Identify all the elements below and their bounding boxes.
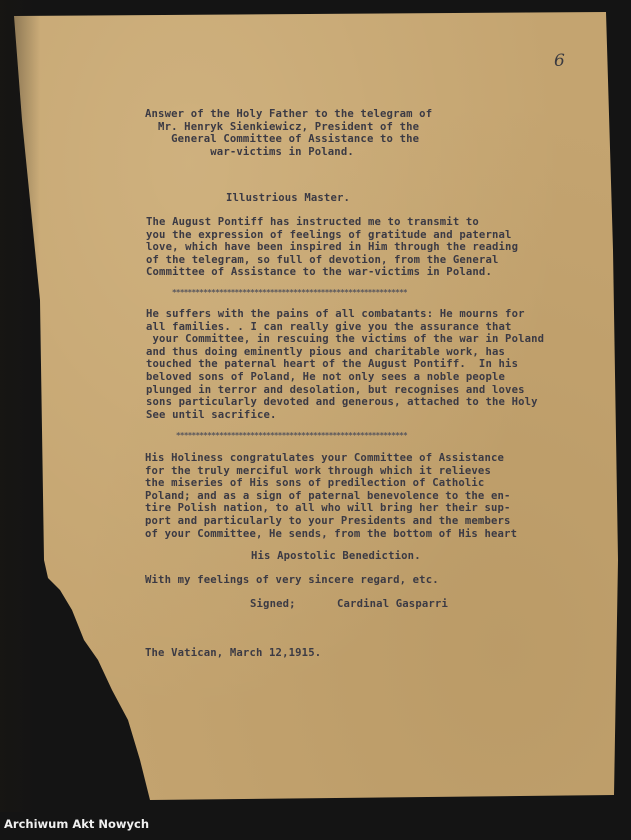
- handwritten-page-number: 6: [554, 51, 565, 71]
- closing-line: With my feelings of very sincere regard, etc.: [145, 574, 439, 586]
- paragraph-congratulations: His Holiness congratulates your Committee of Assistance for the truly merciful work through which it relieves the miseries of His sons of predilection of Catholic Poland; and as a sign of paternal benevolence to the en- tire Polish nation, to all who will bring her their sup- port and particularly to your Presidents and the members of your Committee, He sends, from the bottom of His heart: [145, 452, 518, 540]
- benediction-line: His Apostolic Benediction.: [251, 550, 421, 562]
- archive-watermark: Archiwum Akt Nowych: [4, 817, 150, 831]
- signer-name: Cardinal Gasparri: [337, 598, 448, 610]
- signed-label: Signed;: [250, 598, 296, 610]
- paragraph-combatants: He suffers with the pains of all combatants: He mourns for all families. . I can really give you the assurance that your Committee, in rescuing the victims of the war in Poland and thus doing eminently pious and charitable work, has touched the paternal heart of the August Pontiff. In his beloved sons of Poland, He not only sees a noble people plunged in terror and desolation, but recognises and loves sons particularly devoted and generous, attached to the Holy See until sacrifice.: [146, 308, 545, 421]
- paragraph-gratitude: The August Pontiff has instructed me to transmit to you the expression of feelings of gratitude and paternal love, which have been inspired in Him through the reading of the telegram, so full of devotion, from the General Committee of Assistance to the war-victims in Poland.: [146, 216, 519, 279]
- separator-line: ***********************************************************: [176, 431, 408, 440]
- letter-heading: Answer of the Holy Father to the telegram of Mr. Henryk Sienkiewicz, President of the General Committee of Assistance to the war-victims in Poland.: [145, 108, 433, 158]
- separator-line: ************************************************************: [172, 288, 407, 297]
- salutation: Illustrious Master.: [226, 192, 351, 204]
- place-and-date: The Vatican, March 12,1915.: [145, 647, 322, 659]
